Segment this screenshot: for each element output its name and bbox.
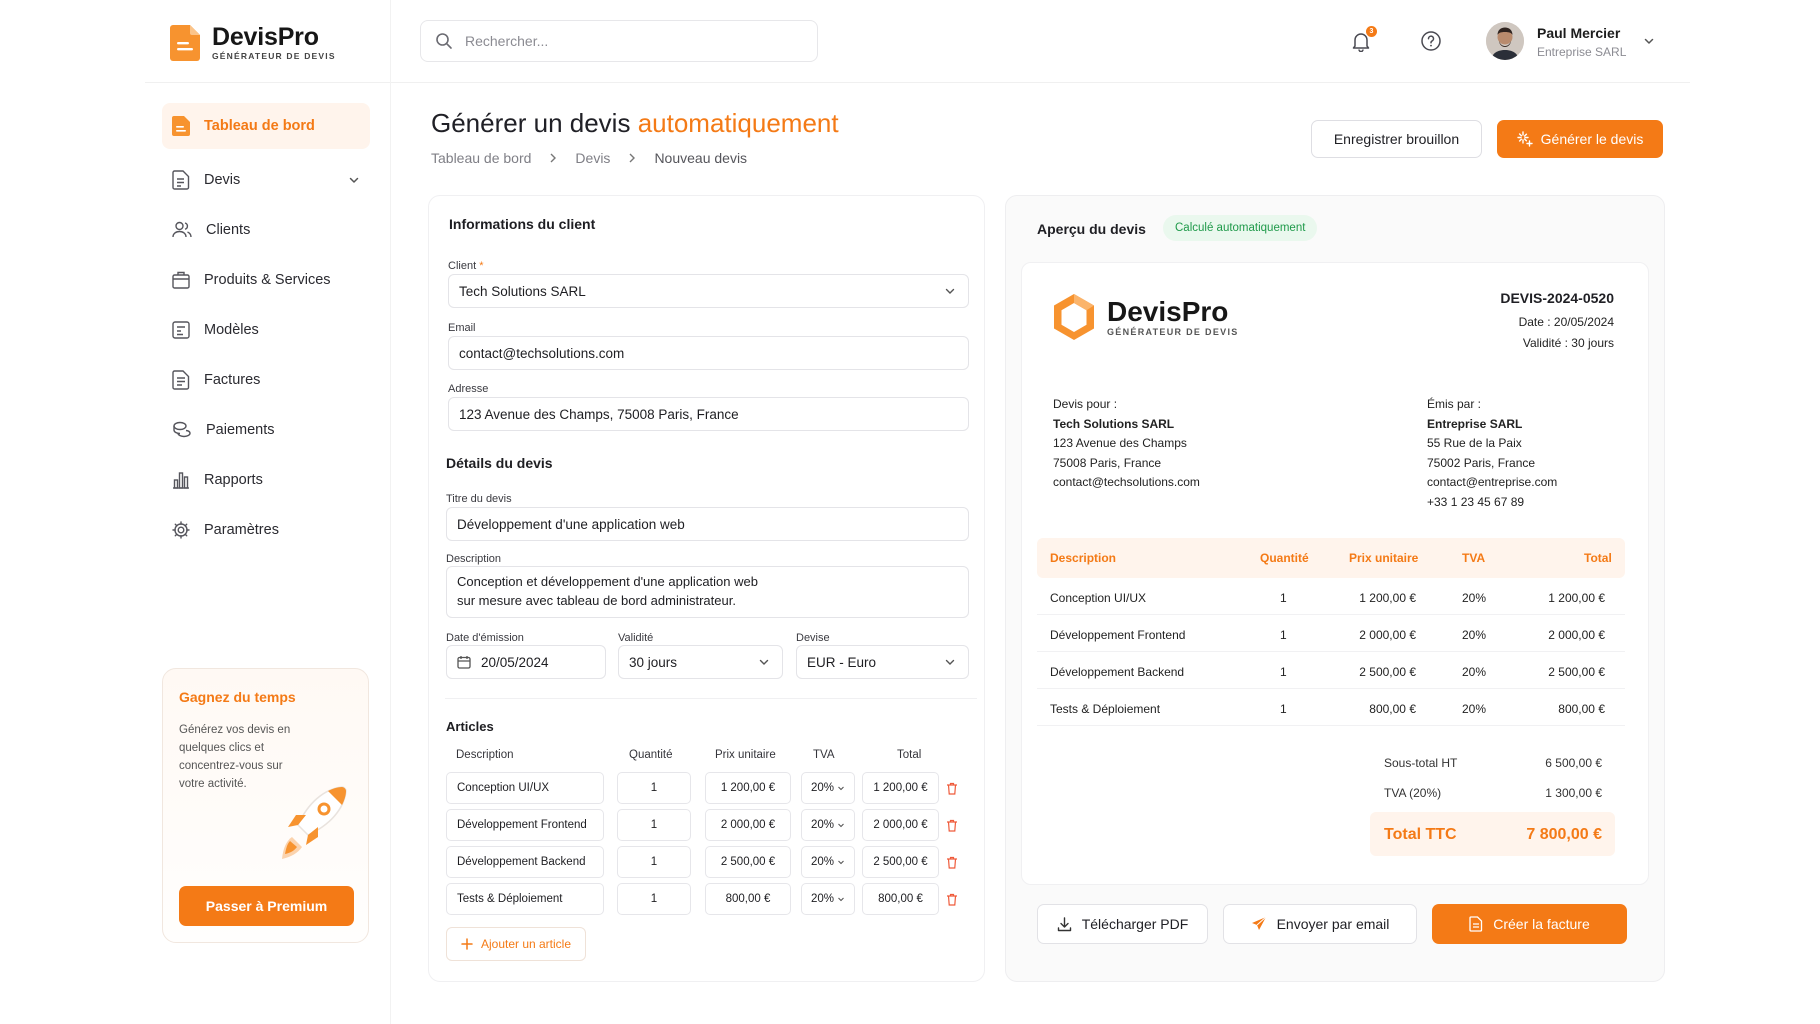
user-company: Entreprise SARL [1537, 45, 1627, 59]
promo-title: Gagnez du temps [179, 689, 296, 705]
preview-price: 800,00 € [1369, 702, 1416, 716]
invoice-icon [172, 370, 190, 390]
articles-header-price: Prix unitaire [715, 749, 776, 761]
tva-total-label: TVA (20%) [1384, 786, 1442, 800]
preview-description: Développement Frontend [1050, 628, 1186, 642]
issuer-line2: 75002 Paris, France [1427, 455, 1536, 470]
validity-select[interactable] [618, 645, 783, 679]
articles-header-tva: TVA [813, 749, 835, 761]
sidebar-item-label: Rapports [204, 472, 263, 488]
trash-icon[interactable] [946, 782, 958, 795]
generate-quote-button[interactable] [1497, 120, 1663, 158]
preview-header-price: Prix unitaire [1349, 551, 1419, 565]
box-icon [172, 271, 190, 289]
address-label: Adresse [448, 383, 489, 395]
articles-header-description: Description [456, 749, 514, 761]
create-invoice-label: Créer la facture [1493, 916, 1590, 932]
preview-header-description: Description [1050, 551, 1117, 565]
trash-icon[interactable] [946, 856, 958, 869]
article-price-input[interactable]: 2 500,00 € [705, 846, 791, 878]
email-field[interactable] [448, 336, 969, 370]
sidebar-item-reports[interactable] [162, 455, 370, 505]
preview-tva: 20% [1462, 665, 1487, 679]
create-invoice-button[interactable] [1432, 904, 1627, 944]
rocket-icon [272, 779, 352, 867]
currency-value: EUR - Euro [807, 654, 877, 670]
sidebar-item-settings[interactable] [162, 505, 370, 555]
save-draft-button[interactable]: Enregistrer brouillon [1311, 120, 1482, 158]
preview-quantity: 1 [1280, 665, 1287, 679]
help-icon[interactable] [1420, 30, 1442, 52]
document-brand-tagline: GÉNÉRATEUR DE DEVIS [1107, 327, 1239, 337]
document-brand-name: DevisPro [1107, 296, 1229, 327]
article-price-input[interactable]: 2 000,00 € [705, 809, 791, 841]
section-divider [445, 698, 977, 699]
issuer-label: Émis par : [1427, 397, 1482, 411]
preview-price: 1 200,00 € [1359, 591, 1416, 605]
preview-header-total: Total [1584, 551, 1612, 565]
preview-description: Conception UI/UX [1050, 591, 1147, 605]
quote-title-field[interactable] [446, 507, 969, 541]
preview-price: 2 000,00 € [1359, 628, 1416, 642]
quote-section-title: Détails du devis [446, 455, 553, 471]
send-email-label: Envoyer par email [1276, 916, 1390, 932]
document-logo-icon [170, 25, 200, 61]
download-pdf-label: Télécharger PDF [1081, 916, 1189, 932]
client-label-text: Client [448, 260, 477, 272]
article-tva-select[interactable] [801, 846, 855, 878]
sparkle-icon [1517, 131, 1533, 147]
validity-value: 30 jours [629, 654, 678, 670]
chevron-down-icon [348, 174, 360, 186]
generate-quote-label: Générer le devis [1540, 131, 1644, 147]
date-picker[interactable] [446, 645, 606, 679]
document-brand-logo [1051, 292, 1239, 342]
calendar-icon [457, 655, 471, 669]
premium-promo-card [162, 668, 369, 943]
sidebar-item-products[interactable] [162, 255, 370, 305]
premium-button[interactable]: Passer à Premium [179, 886, 354, 926]
sidebar-item-clients[interactable] [162, 205, 370, 255]
brand-logo[interactable] [170, 24, 336, 61]
sidebar-item-label: Produits & Services [204, 272, 331, 288]
search-icon [435, 32, 453, 50]
article-price-input[interactable]: 1 200,00 € [705, 772, 791, 804]
auto-calculated-badge: Calculé automatiquement [1163, 215, 1317, 241]
address-field-value: 123 Avenue des Champs, 75008 Paris, France [459, 406, 739, 422]
quote-validity: Validité : 30 jours [1522, 336, 1614, 350]
sidebar-item-label: Tableau de bord [204, 118, 315, 134]
preview-quantity: 1 [1280, 702, 1287, 716]
sidebar-item-templates[interactable] [162, 305, 370, 355]
article-description-input[interactable]: Conception UI/UX [446, 772, 604, 804]
preview-description: Tests & Déploiement [1050, 702, 1161, 716]
sidebar-divider [390, 0, 391, 1024]
chevron-down-icon [837, 895, 845, 903]
sidebar-item-invoices[interactable] [162, 355, 370, 405]
date-value: 20/05/2024 [481, 654, 549, 670]
brand-tagline: GÉNÉRATEUR DE DEVIS [212, 51, 336, 61]
send-email-button[interactable] [1223, 904, 1417, 944]
sidebar-item-label: Clients [206, 222, 251, 238]
invoice-icon [1469, 916, 1483, 932]
client-label [448, 260, 483, 272]
hexagon-logo-icon [1051, 292, 1097, 342]
promo-text: Générez vos devis en quelques clics et concentrez-vous sur votre activité. [179, 724, 291, 790]
preview-header-tva: TVA [1462, 551, 1486, 565]
preview-title: Aperçu du devis [1037, 221, 1146, 237]
sidebar-item-label: Modèles [204, 322, 259, 338]
currency-select[interactable] [796, 645, 969, 679]
sidebar-item-label: Paiements [206, 422, 275, 438]
chevron-down-icon [758, 656, 770, 668]
article-tva-select[interactable] [801, 809, 855, 841]
article-description-input[interactable]: Développement Frontend [446, 809, 604, 841]
sidebar-item-devis[interactable] [162, 155, 370, 205]
send-icon [1251, 916, 1267, 932]
article-quantity-input[interactable]: 1 [617, 772, 691, 804]
issuer-address [1427, 395, 1557, 512]
issuer-name: Entreprise SARL [1427, 416, 1523, 431]
required-mark: * [479, 260, 484, 272]
article-total-value: 1 200,00 € [862, 772, 939, 804]
download-pdf-button[interactable] [1037, 904, 1208, 944]
page-title-accent: automatiquement [637, 108, 839, 138]
total-ttc-value: 7 800,00 € [1526, 826, 1602, 843]
article-quantity-input[interactable]: 1 [617, 883, 691, 915]
article-total-value: 2 000,00 € [862, 809, 939, 841]
recipient-label: Devis pour : [1053, 397, 1118, 411]
description-label: Description [446, 553, 502, 565]
brand-name: DevisPro [212, 23, 319, 51]
quote-title-label: Titre du devis [446, 493, 512, 505]
chevron-down-icon [944, 285, 956, 297]
preview-total: 2 000,00 € [1548, 628, 1605, 642]
file-icon [172, 170, 190, 190]
quote-number: DEVIS-2024-0520 [1500, 290, 1614, 306]
sidebar-item-label: Devis [204, 172, 241, 188]
preview-tva: 20% [1462, 702, 1487, 716]
chevron-down-icon[interactable] [1643, 35, 1655, 47]
article-tva-select[interactable] [801, 772, 855, 804]
article-tva-value: 20% [810, 856, 835, 868]
gear-icon [172, 521, 190, 539]
search-input[interactable] [465, 33, 785, 49]
total-ttc-label: Total TTC [1384, 826, 1457, 843]
email-label: Email [448, 322, 476, 334]
article-description-input[interactable]: Développement Backend [446, 846, 604, 878]
chevron-down-icon [944, 656, 956, 668]
description-textarea[interactable]: Conception et développement d'une application web sur mesure avec tableau de bord administrateur. [446, 566, 969, 618]
recipient-line2: 75008 Paris, France [1053, 455, 1162, 470]
preview-quantity: 1 [1280, 628, 1287, 642]
tva-total-value: 1 300,00 € [1545, 786, 1602, 800]
chevron-right-icon [549, 153, 557, 163]
users-icon [172, 221, 192, 239]
preview-tva: 20% [1462, 628, 1487, 642]
plus-icon [461, 938, 473, 950]
breadcrumb-current: Nouveau devis [654, 150, 748, 166]
coins-icon [172, 421, 192, 439]
article-tva-value: 20% [810, 893, 835, 905]
breadcrumb [431, 150, 747, 166]
article-tva-value: 20% [810, 819, 835, 831]
header-divider [145, 82, 1690, 83]
page-title [431, 108, 839, 139]
preview-total: 2 500,00 € [1548, 665, 1605, 679]
quote-date: Date : 20/05/2024 [1518, 315, 1614, 329]
sidebar-item-label: Paramètres [204, 522, 279, 538]
preview-tva: 20% [1462, 591, 1487, 605]
sidebar-item-label: Factures [204, 372, 261, 388]
articles-header-quantity: Quantité [629, 749, 673, 761]
search-box[interactable] [420, 20, 818, 62]
email-field-value: contact@techsolutions.com [459, 345, 625, 361]
recipient-email: contact@techsolutions.com [1053, 475, 1200, 489]
preview-header-quantity: Quantité [1260, 551, 1309, 565]
recipient-address [1053, 395, 1200, 493]
recipient-line1: 123 Avenue des Champs [1053, 436, 1187, 450]
article-quantity-input[interactable]: 1 [617, 846, 691, 878]
client-select[interactable] [448, 274, 969, 308]
preview-table-header [1037, 538, 1625, 578]
breadcrumb-item[interactable]: Devis [575, 150, 611, 166]
articles-title: Articles [446, 719, 494, 734]
article-tva-select[interactable] [801, 883, 855, 915]
chevron-down-icon [837, 858, 845, 866]
chevron-right-icon [628, 153, 636, 163]
article-description-input[interactable]: Tests & Déploiement [446, 883, 604, 915]
client-select-value: Tech Solutions SARL [459, 283, 586, 299]
preview-total: 800,00 € [1558, 702, 1605, 716]
trash-icon[interactable] [946, 819, 958, 832]
notification-badge: 3 [1366, 26, 1377, 37]
sidebar-item-dashboard[interactable] [162, 103, 370, 149]
template-icon [172, 321, 190, 339]
preview-total: 1 200,00 € [1548, 591, 1605, 605]
preview-description: Développement Backend [1050, 665, 1185, 679]
avatar[interactable] [1486, 22, 1524, 60]
date-label: Date d'émission [446, 632, 524, 644]
article-total-value: 800,00 € [862, 883, 939, 915]
issuer-email: contact@entreprise.com [1427, 475, 1558, 489]
subtotal-value: 6 500,00 € [1545, 756, 1602, 770]
validity-label: Validité [618, 632, 654, 644]
issuer-phone: +33 1 23 45 67 89 [1427, 494, 1525, 509]
trash-icon[interactable] [946, 893, 958, 906]
document-icon [172, 116, 190, 136]
breadcrumb-item[interactable]: Tableau de bord [431, 150, 532, 166]
preview-quantity: 1 [1280, 591, 1287, 605]
user-name: Paul Mercier [1537, 25, 1621, 41]
currency-label: Devise [796, 632, 830, 644]
add-article-label: Ajouter un article [480, 937, 572, 951]
address-field[interactable] [448, 397, 969, 431]
client-section-title: Informations du client [449, 216, 596, 232]
article-total-value: 2 500,00 € [862, 846, 939, 878]
sidebar-nav [162, 103, 370, 555]
article-price-input[interactable]: 800,00 € [705, 883, 791, 915]
article-quantity-input[interactable]: 1 [617, 809, 691, 841]
chevron-down-icon [837, 821, 845, 829]
download-icon [1057, 917, 1072, 932]
articles-header-total: Total [897, 749, 922, 761]
subtotal-label: Sous-total HT [1384, 756, 1458, 770]
preview-price: 2 500,00 € [1359, 665, 1416, 679]
quote-title-value: Développement d'une application web [457, 516, 685, 532]
chevron-down-icon [837, 784, 845, 792]
article-tva-value: 20% [810, 782, 835, 794]
recipient-name: Tech Solutions SARL [1053, 416, 1175, 431]
issuer-line1: 55 Rue de la Paix [1427, 436, 1522, 450]
add-article-button[interactable] [446, 927, 586, 961]
page-title-main: Générer un devis [431, 108, 631, 138]
sidebar-item-payments[interactable] [162, 405, 370, 455]
chart-icon [172, 471, 190, 489]
